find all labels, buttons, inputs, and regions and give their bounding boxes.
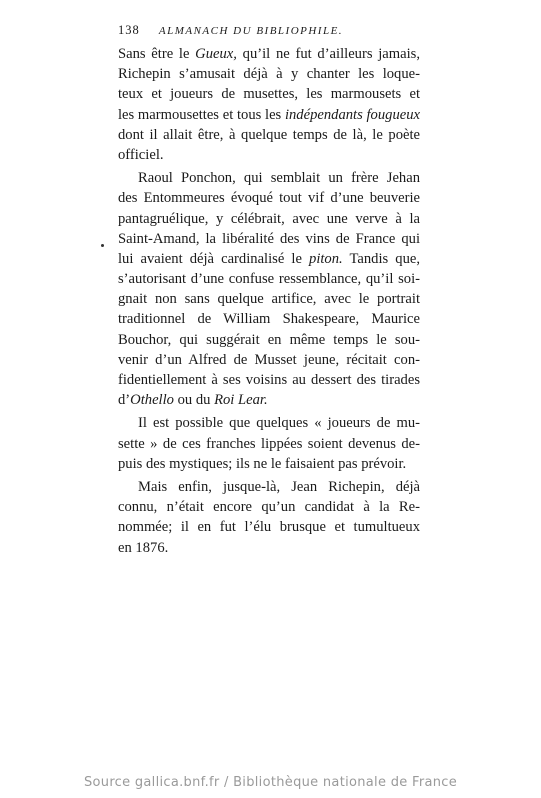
text-line: [118, 390, 420, 410]
text-run: venir d’un Alfred de Musset jeune, récitait con-: [118, 351, 420, 368]
text-run: nommée; il en fut l’élu brusque et tumultueux: [118, 519, 420, 536]
margin-dot-mark: [101, 244, 104, 247]
text-run: traditionnel de William Shakespeare, Maurice: [118, 311, 420, 328]
text-line: [118, 168, 420, 188]
text-run: Sans être le: [118, 46, 196, 62]
text-run: officiel.: [118, 146, 164, 163]
text-run: qu’il ne fut d’ailleurs jamais,: [236, 46, 420, 62]
text-line: [118, 477, 420, 497]
text-line: [118, 44, 420, 64]
italic-run: indépendants fougueux: [284, 106, 420, 123]
text-run: les marmousettes et tous les: [118, 106, 285, 123]
text-run: Il est possible que quelques « joueurs de mu-: [138, 415, 420, 432]
text-run: Richepin s’amusait déjà à y chanter les loque-: [118, 66, 420, 83]
text-line: [118, 434, 420, 454]
text-run: teux et joueurs de musettes, les marmousets et: [118, 86, 420, 103]
italic-run: Gueux,: [195, 46, 237, 62]
text-run: connu, n’était encore qu’un candidat à la Re-: [118, 499, 420, 516]
text-run: lui avaient déjà cardinalisé le: [118, 250, 310, 267]
text-line: [118, 229, 420, 249]
italic-run: Othello: [130, 392, 174, 409]
text-run: en 1876.: [118, 539, 169, 556]
text-run: fidentiellement à ses voisins au dessert des tirades: [118, 372, 420, 388]
paragraph: [118, 413, 420, 474]
text-run: Mais enfin, jusque-là, Jean Richepin, déjà: [138, 478, 420, 495]
text-line: [118, 209, 420, 229]
text-line: [118, 413, 420, 433]
italic-run: piton.: [309, 250, 343, 267]
text-line: [118, 454, 420, 474]
text-run: d’: [118, 392, 131, 409]
text-line: [118, 289, 420, 309]
page-number: 138: [118, 23, 140, 37]
text-line: [118, 188, 420, 208]
text-line: [118, 64, 420, 84]
text-run: Saint-Amand, la libéralité des vins de France qui: [118, 230, 420, 247]
paragraph: [118, 168, 420, 410]
text-run: puis des mystiques; ils ne le faisaient pas prévoir.: [118, 455, 407, 472]
body-text: [118, 44, 420, 558]
running-head: [118, 20, 438, 40]
text-line: [118, 145, 420, 165]
text-line: [118, 497, 420, 517]
text-run: Tandis que,: [342, 250, 420, 267]
text-run: des Entommeures évoqué tout vif d’une beuverie: [118, 190, 420, 207]
text-run: Raoul Ponchon, qui semblait un frère Jehan: [138, 170, 420, 187]
text-run: pantagruélique, y célébrait, avec une verve à la: [118, 210, 420, 227]
text-line: [118, 125, 420, 145]
paragraph: [118, 44, 420, 165]
text-line: [118, 309, 420, 329]
running-title: ALMANACH DU BIBLIOPHILE.: [158, 25, 344, 37]
text-line: [118, 370, 420, 390]
text-run: ou du: [173, 392, 215, 409]
text-line: [118, 330, 420, 350]
text-line: [118, 350, 420, 370]
text-line: [118, 517, 420, 537]
text-line: [118, 269, 420, 289]
text-run: Bouchor, qui suggérait en même temps le sou-: [118, 331, 420, 348]
source-attribution: Source gallica.bnf.fr / Bibliothèque nationale de France: [83, 775, 458, 790]
text-line: [118, 105, 420, 125]
text-run: gnait non sans quelque artifice, avec le portrait: [118, 291, 420, 308]
text-run: s’autorisant d’une confuse ressemblance, qu’il soi-: [118, 271, 420, 288]
italic-run: Roi Lear.: [214, 392, 268, 409]
text-run: sette » de ces franches lippées soient devenus de-: [118, 435, 420, 452]
text-run: dont il allait être, à quelque temps de là, le poète: [118, 126, 420, 143]
text-line: [118, 249, 420, 269]
text-line: [118, 84, 420, 104]
paragraph: [118, 477, 420, 558]
text-line: [118, 538, 420, 558]
